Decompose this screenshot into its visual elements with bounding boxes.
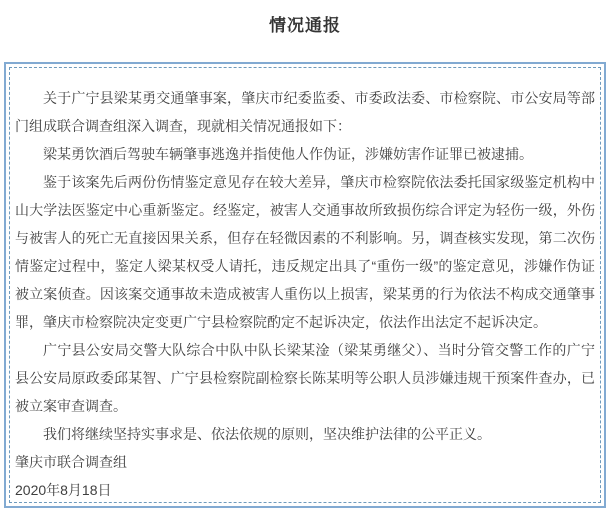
- notice-signature: 肇庆市联合调查组: [15, 454, 127, 470]
- notice-paragraph-officials: 广宁县公安局交警大队综合中队中队长梁某淦（梁某勇继父）、当时分管交警工作的广宁县公安局原政委邱某智、广宁县检察院副检察长陈某明等公职人员涉嫌违规干预案件查办，已被立案审查调查。: [15, 342, 595, 414]
- notice-paragraph-closing: 我们将继续坚持实事求是、依法依规的原则，坚决维护法律的公平正义。: [43, 426, 491, 442]
- notice-box: [4, 62, 606, 508]
- notice-paragraph-intro: 关于广宁县梁某勇交通肇事案，肇庆市纪委监委、市委政法委、市检察院、市公安局等部门组成联合调查组深入调查，现就相关情况通报如下：: [15, 90, 595, 134]
- page-title: 情况通报: [269, 16, 341, 35]
- notice-paragraph-appraisal: 鉴于该案先后两份伤情鉴定意见存在较大差异，肇庆市检察院依法委托国家级鉴定机构中山大学法医鉴定中心重新鉴定。经鉴定，被害人交通事故所致损伤综合评定为轻伤一级，外伤与被害人的死亡无直接因果关系，但存在轻微因素的不利影响。另，调查核实发现，第二次伤情鉴定过程中，鉴定人梁某权受人请托，违反规定出具了“重伤一级”的鉴定意见，涉嫌作伪证被立案侦查。因该案交通事故未造成被害人重伤以上损害，梁某勇的行为依法不构成交通肇事罪，肇庆市检察院决定变更广宁县检察院酌定不起诉决定，依法作出法定不起诉决定。: [15, 174, 595, 330]
- notice-paragraph-arrest: 梁某勇饮酒后驾驶车辆肇事逃逸并指使他人作伪证，涉嫌妨害作证罪已被逮捕。: [43, 146, 533, 162]
- notice-box-inner: [9, 67, 601, 503]
- notice-date: 2020年8月18日: [15, 482, 112, 498]
